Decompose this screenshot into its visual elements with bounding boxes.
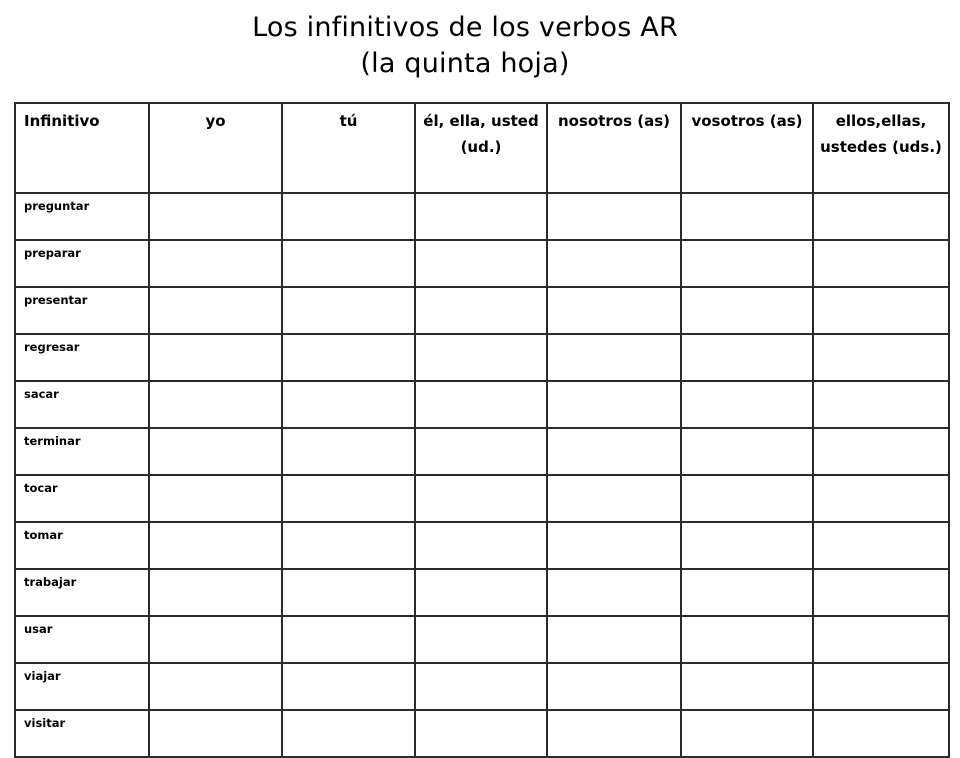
answer-cell-tu[interactable]	[282, 428, 415, 475]
verb-infinitive: preparar	[15, 240, 149, 287]
answer-cell-nosotros[interactable]	[547, 193, 681, 240]
answer-cell-tu[interactable]	[282, 240, 415, 287]
answer-cell-vosotros[interactable]	[681, 710, 813, 757]
answer-cell-el-ella-usted[interactable]	[415, 569, 547, 616]
verb-infinitive: tocar	[15, 475, 149, 522]
answer-cell-tu[interactable]	[282, 522, 415, 569]
answer-cell-yo[interactable]	[149, 522, 282, 569]
answer-cell-yo[interactable]	[149, 287, 282, 334]
answer-cell-yo[interactable]	[149, 428, 282, 475]
verb-infinitive: visitar	[15, 710, 149, 757]
answer-cell-yo[interactable]	[149, 616, 282, 663]
verb-infinitive: usar	[15, 616, 149, 663]
table-row	[15, 475, 949, 522]
answer-cell-yo[interactable]	[149, 381, 282, 428]
header-yo: yo	[149, 103, 282, 193]
answer-cell-tu[interactable]	[282, 710, 415, 757]
table-row	[15, 616, 949, 663]
answer-cell-el-ella-usted[interactable]	[415, 522, 547, 569]
answer-cell-vosotros[interactable]	[681, 193, 813, 240]
answer-cell-ellos-ellas-ustedes[interactable]	[813, 522, 949, 569]
verb-infinitive: trabajar	[15, 569, 149, 616]
answer-cell-tu[interactable]	[282, 287, 415, 334]
answer-cell-tu[interactable]	[282, 193, 415, 240]
answer-cell-nosotros[interactable]	[547, 287, 681, 334]
answer-cell-ellos-ellas-ustedes[interactable]	[813, 381, 949, 428]
answer-cell-el-ella-usted[interactable]	[415, 287, 547, 334]
answer-cell-nosotros[interactable]	[547, 522, 681, 569]
answer-cell-el-ella-usted[interactable]	[415, 616, 547, 663]
answer-cell-vosotros[interactable]	[681, 663, 813, 710]
answer-cell-nosotros[interactable]	[547, 428, 681, 475]
answer-cell-yo[interactable]	[149, 663, 282, 710]
table-row	[15, 569, 949, 616]
answer-cell-nosotros[interactable]	[547, 334, 681, 381]
header-infinitivo: Infinitivo	[15, 103, 149, 193]
table-row	[15, 193, 949, 240]
verb-infinitive: terminar	[15, 428, 149, 475]
answer-cell-tu[interactable]	[282, 475, 415, 522]
title-line-2: (la quinta hoja)	[360, 48, 570, 79]
answer-cell-el-ella-usted[interactable]	[415, 710, 547, 757]
answer-cell-el-ella-usted[interactable]	[415, 334, 547, 381]
answer-cell-tu[interactable]	[282, 663, 415, 710]
answer-cell-vosotros[interactable]	[681, 381, 813, 428]
header-vosotros: vosotros (as)	[681, 103, 813, 193]
answer-cell-el-ella-usted[interactable]	[415, 240, 547, 287]
answer-cell-nosotros[interactable]	[547, 663, 681, 710]
answer-cell-vosotros[interactable]	[681, 522, 813, 569]
answer-cell-yo[interactable]	[149, 334, 282, 381]
page-title	[0, 10, 930, 82]
answer-cell-el-ella-usted[interactable]	[415, 193, 547, 240]
header-nosotros: nosotros (as)	[547, 103, 681, 193]
answer-cell-tu[interactable]	[282, 381, 415, 428]
table-row	[15, 287, 949, 334]
answer-cell-vosotros[interactable]	[681, 240, 813, 287]
table-row	[15, 663, 949, 710]
title-line-1: Los infinitivos de los verbos AR	[252, 12, 678, 43]
answer-cell-yo[interactable]	[149, 475, 282, 522]
answer-cell-yo[interactable]	[149, 710, 282, 757]
table-row	[15, 334, 949, 381]
answer-cell-ellos-ellas-ustedes[interactable]	[813, 240, 949, 287]
table-row	[15, 522, 949, 569]
answer-cell-ellos-ellas-ustedes[interactable]	[813, 710, 949, 757]
header-tu: tú	[282, 103, 415, 193]
header-ellos-ellas-ustedes: ellos,ellas, ustedes (uds.)	[813, 103, 949, 193]
answer-cell-el-ella-usted[interactable]	[415, 663, 547, 710]
answer-cell-ellos-ellas-ustedes[interactable]	[813, 616, 949, 663]
answer-cell-tu[interactable]	[282, 616, 415, 663]
verb-infinitive: sacar	[15, 381, 149, 428]
answer-cell-yo[interactable]	[149, 569, 282, 616]
answer-cell-vosotros[interactable]	[681, 616, 813, 663]
answer-cell-ellos-ellas-ustedes[interactable]	[813, 663, 949, 710]
answer-cell-vosotros[interactable]	[681, 475, 813, 522]
answer-cell-nosotros[interactable]	[547, 616, 681, 663]
answer-cell-ellos-ellas-ustedes[interactable]	[813, 569, 949, 616]
answer-cell-yo[interactable]	[149, 193, 282, 240]
answer-cell-vosotros[interactable]	[681, 334, 813, 381]
table-row	[15, 240, 949, 287]
answer-cell-nosotros[interactable]	[547, 710, 681, 757]
answer-cell-ellos-ellas-ustedes[interactable]	[813, 475, 949, 522]
answer-cell-el-ella-usted[interactable]	[415, 475, 547, 522]
answer-cell-tu[interactable]	[282, 334, 415, 381]
table-row	[15, 428, 949, 475]
answer-cell-vosotros[interactable]	[681, 569, 813, 616]
answer-cell-nosotros[interactable]	[547, 240, 681, 287]
verb-infinitive: presentar	[15, 287, 149, 334]
conjugation-table	[14, 102, 950, 758]
answer-cell-nosotros[interactable]	[547, 475, 681, 522]
header-row	[15, 103, 949, 193]
answer-cell-ellos-ellas-ustedes[interactable]	[813, 334, 949, 381]
answer-cell-nosotros[interactable]	[547, 381, 681, 428]
verb-infinitive: tomar	[15, 522, 149, 569]
answer-cell-el-ella-usted[interactable]	[415, 428, 547, 475]
answer-cell-ellos-ellas-ustedes[interactable]	[813, 193, 949, 240]
header-el-ella-usted: él, ella, usted (ud.)	[415, 103, 547, 193]
answer-cell-vosotros[interactable]	[681, 428, 813, 475]
verb-infinitive: regresar	[15, 334, 149, 381]
verb-infinitive: viajar	[15, 663, 149, 710]
answer-cell-yo[interactable]	[149, 240, 282, 287]
table-row	[15, 710, 949, 757]
answer-cell-nosotros[interactable]	[547, 569, 681, 616]
answer-cell-ellos-ellas-ustedes[interactable]	[813, 428, 949, 475]
verb-infinitive: preguntar	[15, 193, 149, 240]
answer-cell-tu[interactable]	[282, 569, 415, 616]
answer-cell-el-ella-usted[interactable]	[415, 381, 547, 428]
answer-cell-vosotros[interactable]	[681, 287, 813, 334]
table-row	[15, 381, 949, 428]
answer-cell-ellos-ellas-ustedes[interactable]	[813, 287, 949, 334]
